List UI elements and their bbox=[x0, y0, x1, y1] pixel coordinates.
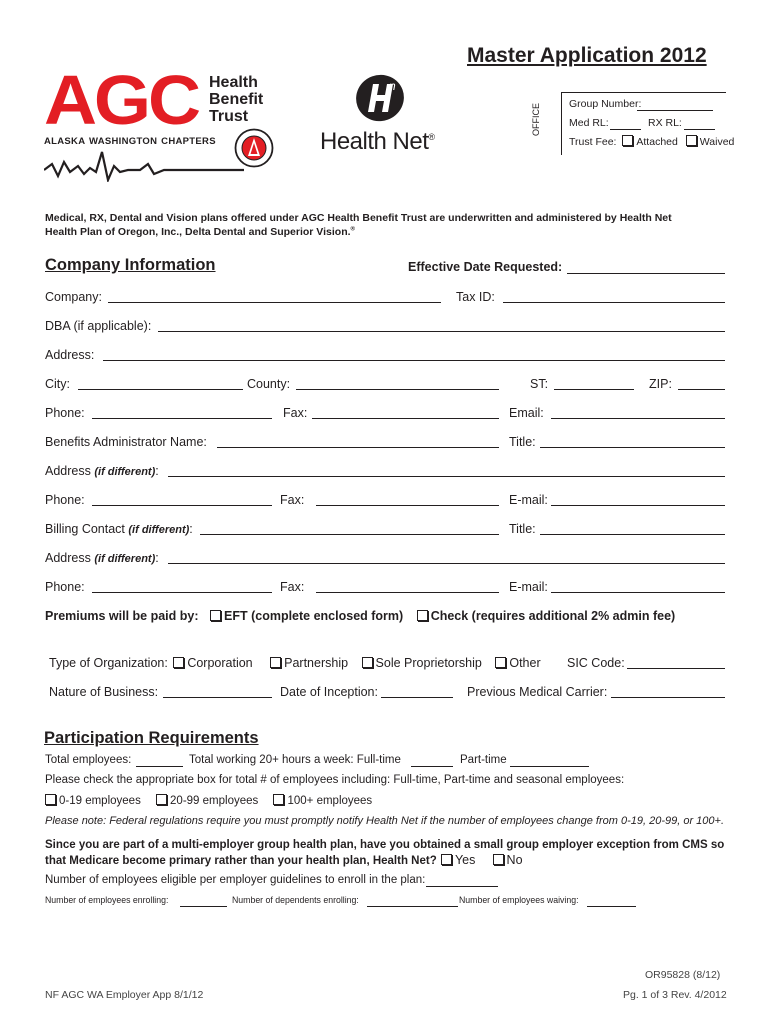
check-checkbox[interactable] bbox=[417, 610, 428, 621]
eft-label: EFT (complete enclosed form) bbox=[224, 609, 404, 623]
county-label: County: bbox=[247, 377, 291, 391]
corporation-checkbox[interactable] bbox=[173, 657, 184, 668]
federal-note: Please note: Federal regulations require you must promptly notify Health Net if the number of employees change from 0-19, 20-99, or 100+. bbox=[45, 815, 725, 827]
billing-contact-prefix: Billing Contact bbox=[45, 522, 129, 536]
partnership-label: Partnership bbox=[284, 656, 349, 670]
footer-left: NF AGC WA Employer App 8/1/12 bbox=[45, 989, 204, 1001]
corporation-label: Corporation bbox=[187, 656, 253, 670]
office-side-label: OFFICE bbox=[531, 103, 541, 136]
admin-phone-label: Phone: bbox=[45, 493, 85, 507]
sole-proprietorship-label: Sole Proprietorship bbox=[375, 656, 482, 670]
premiums-row bbox=[45, 609, 675, 623]
agc-seal-icon bbox=[234, 128, 274, 168]
inception-field[interactable] bbox=[381, 697, 453, 698]
dba-label: DBA (if applicable): bbox=[45, 319, 152, 333]
city-field[interactable] bbox=[78, 389, 243, 390]
billing-contact-if-different: (if different) bbox=[128, 524, 190, 536]
employee-count-row bbox=[45, 794, 372, 807]
form-number: OR95828 (8/12) bbox=[645, 969, 721, 981]
admin-address-prefix: Address bbox=[45, 464, 95, 478]
benefits-admin-field[interactable] bbox=[217, 447, 499, 448]
healthnet-name: Health Net bbox=[320, 128, 429, 155]
sic-code-label: SIC Code: bbox=[567, 656, 625, 670]
attached-label: Attached bbox=[636, 136, 678, 148]
billing-contact-field[interactable] bbox=[200, 534, 499, 535]
dependents-label: Number of dependents enrolling: bbox=[232, 895, 359, 906]
billing-fax-label: Fax: bbox=[280, 580, 305, 594]
tax-id-field[interactable] bbox=[503, 302, 725, 303]
billing-title-field[interactable] bbox=[540, 534, 725, 535]
tax-id-label: Tax ID: bbox=[456, 290, 495, 304]
count-100-plus-label: 100+ employees bbox=[287, 795, 373, 807]
billing-email-field[interactable] bbox=[551, 592, 725, 593]
address-field[interactable] bbox=[103, 360, 725, 361]
eligible-field[interactable] bbox=[426, 886, 498, 887]
total-employees-field[interactable] bbox=[136, 766, 183, 767]
waiving-label: Number of employees waiving: bbox=[459, 895, 579, 906]
dba-field[interactable] bbox=[158, 331, 725, 332]
rx-rl-label: RX RL: bbox=[648, 117, 682, 129]
yes-checkbox[interactable] bbox=[441, 854, 452, 865]
billing-address-field[interactable] bbox=[168, 563, 725, 564]
other-label: Other bbox=[509, 656, 541, 670]
phone-field[interactable] bbox=[92, 418, 272, 419]
county-field[interactable] bbox=[296, 389, 499, 390]
heartbeat-line-icon bbox=[44, 148, 244, 182]
billing-phone-field[interactable] bbox=[92, 592, 272, 593]
part-time-label: Part-time bbox=[460, 754, 507, 766]
fax-field[interactable] bbox=[312, 418, 499, 419]
benefits-admin-label: Benefits Administrator Name: bbox=[45, 435, 207, 449]
phone-label: Phone: bbox=[45, 406, 85, 420]
admin-fax-field[interactable] bbox=[316, 505, 499, 506]
billing-contact-label bbox=[45, 522, 193, 536]
city-label: City: bbox=[45, 377, 70, 391]
group-number-field[interactable] bbox=[637, 110, 713, 111]
billing-address-colon: : bbox=[155, 551, 159, 565]
admin-address-field[interactable] bbox=[168, 476, 725, 477]
check-label: Check (requires additional 2% admin fee) bbox=[430, 609, 676, 623]
no-label: No bbox=[506, 853, 523, 867]
healthnet-mark-icon bbox=[355, 74, 405, 122]
enrolling-label: Number of employees enrolling: bbox=[45, 895, 169, 906]
fax-label: Fax: bbox=[283, 406, 308, 420]
healthnet-superscript: n bbox=[389, 79, 396, 93]
med-rl-label: Med RL: bbox=[569, 117, 609, 129]
inception-label: Date of Inception: bbox=[280, 685, 378, 699]
billing-title-label: Title: bbox=[509, 522, 536, 536]
agc-health-text: Health bbox=[209, 74, 258, 91]
billing-address-if-different: (if different) bbox=[94, 553, 156, 565]
effective-date-field[interactable] bbox=[567, 273, 725, 274]
agc-letters: AGC bbox=[44, 61, 198, 139]
intro-line-1: Medical, RX, Dental and Vision plans offered under AGC Health Benefit Trust are underwritten and administered by Health Net bbox=[45, 212, 672, 224]
billing-phone-label: Phone: bbox=[45, 580, 85, 594]
sole-proprietorship-checkbox[interactable] bbox=[362, 657, 373, 668]
company-info-heading: Company Information bbox=[45, 256, 216, 274]
count-20-99-checkbox[interactable] bbox=[156, 794, 167, 805]
count-100-plus-checkbox[interactable] bbox=[273, 794, 284, 805]
trust-fee-row bbox=[569, 135, 734, 148]
nature-field[interactable] bbox=[163, 697, 272, 698]
intro-reg-mark: ® bbox=[350, 226, 355, 233]
intro-line-2 bbox=[45, 226, 355, 238]
no-checkbox[interactable] bbox=[493, 854, 504, 865]
zip-label: ZIP: bbox=[649, 377, 672, 391]
agc-logo bbox=[44, 61, 284, 184]
email-label: Email: bbox=[509, 406, 544, 420]
med-rl-field[interactable] bbox=[610, 129, 641, 130]
admin-address-if-different: (if different) bbox=[94, 466, 156, 478]
intro-line-2-text: Health Plan of Oregon, Inc., Delta Dental and Superior Vision. bbox=[45, 226, 351, 238]
agc-chapters-text: ALASKA WASHINGTON CHAPTERS bbox=[44, 136, 216, 147]
title-label: Title: bbox=[509, 435, 536, 449]
healthnet-reg-mark: ® bbox=[428, 132, 435, 142]
admin-email-field[interactable] bbox=[551, 505, 725, 506]
company-field[interactable] bbox=[108, 302, 441, 303]
admin-phone-field[interactable] bbox=[92, 505, 272, 506]
eft-checkbox[interactable] bbox=[210, 610, 221, 621]
zip-field[interactable] bbox=[678, 389, 725, 390]
multi-employer-question: that Medicare become primary rather than your health plan, Health Net? bbox=[45, 855, 437, 867]
healthnet-wordmark bbox=[320, 128, 435, 156]
waiving-field[interactable] bbox=[587, 906, 636, 907]
participation-heading: Participation Requirements bbox=[44, 729, 259, 747]
page-number: Pg. 1 of 3 Rev. 4/2012 bbox=[623, 989, 727, 1001]
yes-label: Yes bbox=[454, 853, 476, 867]
group-number-label: Group Number: bbox=[569, 98, 642, 110]
full-time-field[interactable] bbox=[411, 766, 453, 767]
org-type-label: Type of Organization: bbox=[49, 656, 168, 670]
partnership-checkbox[interactable] bbox=[270, 657, 281, 668]
carrier-field[interactable] bbox=[611, 697, 725, 698]
count-20-99-label: 20-99 employees bbox=[170, 795, 259, 807]
count-0-19-label: 0-19 employees bbox=[59, 795, 141, 807]
healthnet-logo bbox=[318, 74, 458, 164]
trust-fee-label: Trust Fee: bbox=[569, 136, 617, 148]
enrolling-field[interactable] bbox=[180, 906, 227, 907]
waived-checkbox[interactable] bbox=[686, 135, 697, 146]
billing-address-label bbox=[45, 551, 159, 565]
other-checkbox[interactable] bbox=[495, 657, 506, 668]
check-box-instruction: Please check the appropriate box for total # of employees including: Full-time, Part-time and seasonal employees: bbox=[45, 774, 625, 786]
st-field[interactable] bbox=[554, 389, 634, 390]
agc-benefit-text: Benefit bbox=[209, 91, 264, 108]
rx-rl-field[interactable] bbox=[684, 129, 715, 130]
sic-code-field[interactable] bbox=[627, 668, 725, 669]
org-type-row bbox=[49, 656, 541, 670]
total-working-label: Total working 20+ hours a week: Full-time bbox=[189, 754, 401, 766]
eligible-label: Number of employees eligible per employer guidelines to enroll in the plan: bbox=[45, 874, 426, 886]
count-0-19-checkbox[interactable] bbox=[45, 794, 56, 805]
billing-contact-colon: : bbox=[189, 522, 193, 536]
carrier-label: Previous Medical Carrier: bbox=[467, 685, 608, 699]
waived-label: Waived bbox=[699, 136, 735, 148]
page-title: Master Application 2012 bbox=[467, 44, 707, 67]
email-field[interactable] bbox=[551, 418, 725, 419]
st-label: ST: bbox=[530, 377, 549, 391]
billing-address-prefix: Address bbox=[45, 551, 95, 565]
dependents-field[interactable] bbox=[367, 906, 458, 907]
admin-address-colon: : bbox=[155, 464, 159, 478]
admin-fax-label: Fax: bbox=[280, 493, 305, 507]
admin-address-label bbox=[45, 464, 159, 478]
title-field[interactable] bbox=[540, 447, 725, 448]
company-label: Company: bbox=[45, 290, 102, 304]
attached-checkbox[interactable] bbox=[622, 135, 633, 146]
total-employees-label: Total employees: bbox=[45, 754, 132, 766]
admin-email-label: E-mail: bbox=[509, 493, 548, 507]
part-time-field[interactable] bbox=[510, 766, 589, 767]
address-label: Address: bbox=[45, 348, 95, 362]
agc-trust-text: Trust bbox=[209, 108, 249, 125]
effective-date-label: Effective Date Requested: bbox=[408, 260, 563, 274]
premiums-label: Premiums will be paid by: bbox=[45, 609, 199, 623]
multi-employer-line-2 bbox=[45, 853, 523, 867]
nature-label: Nature of Business: bbox=[49, 685, 159, 699]
multi-employer-line-1: Since you are part of a multi-employer group health plan, have you obtained a small group employer exception from CMS so bbox=[45, 839, 725, 851]
billing-fax-field[interactable] bbox=[316, 592, 499, 593]
billing-email-label: E-mail: bbox=[509, 580, 548, 594]
